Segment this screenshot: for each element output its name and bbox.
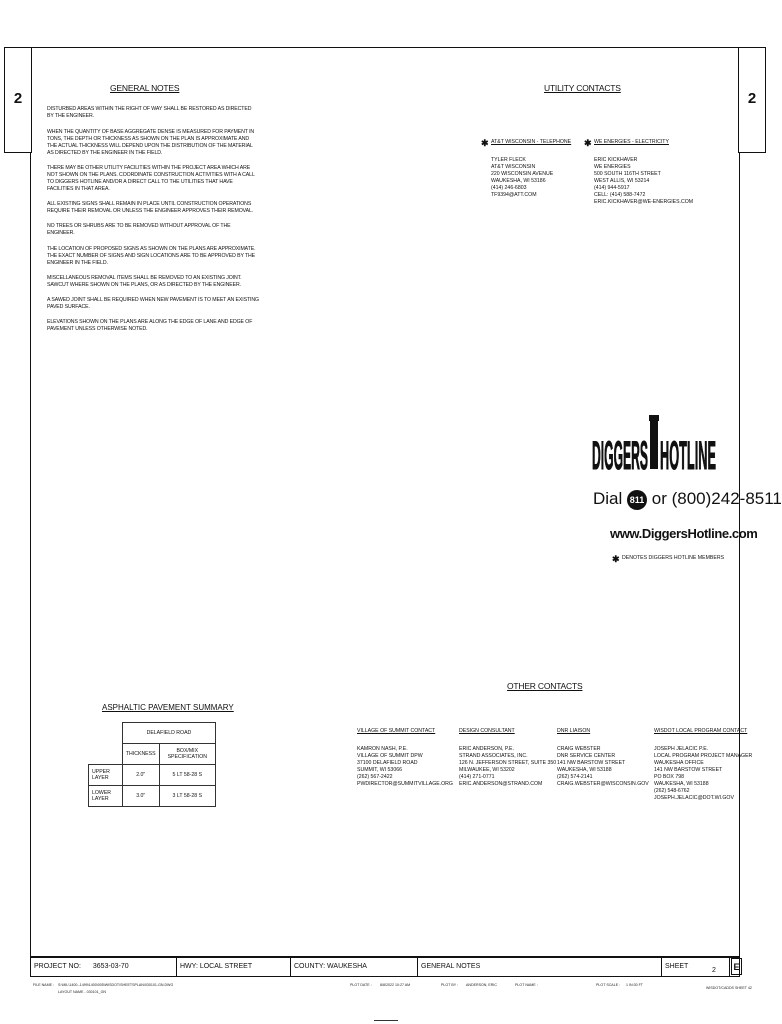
layer-cell: UPPER LAYER (89, 765, 123, 786)
general-note: A SAWED JOINT SHALL BE REQUIRED WHEN NEW PAVEMENT IS TO MEET AN EXISTING PAVED SURFACE. (47, 297, 259, 310)
mix-cell: 5 LT 58-28 S (159, 765, 215, 786)
title-block (30, 957, 740, 977)
footer-wisdot: WISDOT/CADDS SHEET 42 (706, 986, 752, 990)
footer-plot-scale-label: PLOT SCALE : (596, 983, 621, 987)
footer-file-name-label: FILE NAME : (33, 983, 54, 987)
contact-wisdot: WISDOT LOCAL PROGRAM CONTACT JOSEPH JELACIC P.E. LOCAL PROGRAM PROJECT MANAGER WAUKESHA OFFICE 141 NW BARSTOW STREET PO BOX 798 WAUKESHA, WI 53188 (262) 548-6762 JOSEPH.JELACIC@DOT.WI.GOV (654, 728, 753, 801)
county-cell: COUNTY: WAUKESHA (291, 958, 418, 976)
footer-file-name: S:\MIL\1400--1499\1400\005\WISDOT\SHEETSPLAN\030101-GN.DWG (58, 983, 174, 987)
mix-cell: 3 LT 58-28 S (159, 786, 215, 807)
footer-plot-scale: 1 IN:30 FT (626, 983, 643, 987)
general-notes-heading: GENERAL NOTES (110, 83, 180, 93)
general-note: WHEN THE QUANTITY OF BASE AGGREGATE DENSE IS MEASURED FOR PAYMENT IN TONS, THE DEPTH OR THICKNESS AS SHOWN ON THE PLAN IS APPROXIMATE AND THE ACTUAL THICKNESS WILL DEPEND UPON THE DISTRIBUTION OF THE MATERIAL AS DIRECTED BY THE ENGINEER IN THE FIELD. (47, 129, 255, 156)
contact-village: VILLAGE OF SUMMIT CONTACT KAMRON NASH, P.E. VILLAGE OF SUMMIT DPW 37100 DELAFIELD ROAD SUMMIT, WI 53066 (262) 567-2422 PWDIRECTOR@SUMMITVILLAGE.ORG (357, 728, 453, 787)
diggers-website: www.DiggersHotline.com (610, 526, 758, 541)
hwy-cell: HWY: LOCAL STREET (177, 958, 291, 976)
utility-contacts-heading: UTILITY CONTACTS (544, 83, 621, 93)
project-number-cell: PROJECT NO: 3653-03-70 (31, 958, 177, 976)
general-note: ALL EXISTING SIGNS SHALL REMAIN IN PLACE UNTIL CONSTRUCTION OPERATIONS REQUIRE THEIR REMOVAL OR UNLESS THE ENGINEER APPROVES THEIR REMOVAL. (47, 201, 254, 214)
diggers-member-star: ✱ (481, 138, 489, 148)
other-contacts-heading: OTHER CONTACTS (507, 681, 583, 691)
footer-plot-date-label: PLOT DATE : (350, 983, 372, 987)
contact-design-consultant: DESIGN CONSULTANT ERIC ANDERSON, P.E. STRAND ASSOCIATES, INC. 126 N. JEFFERSON STREET, SUITE 350 MILWAUKEE, WI 53202 (414) 271-0771 ERIC.ANDERSON@STRAND.COM (459, 728, 557, 787)
sheet-title-cell: GENERAL NOTES (418, 958, 662, 976)
pavement-summary-heading: ASPHALTIC PAVEMENT SUMMARY (102, 703, 234, 712)
general-note: MISCELLANEOUS REMOVAL ITEMS SHALL BE REMOVED TO AN EXISTING JOINT. SAWCUT WHERE SHOWN ON THE PLANS, OR AS DIRECTED BY THE ENGINEER. (47, 275, 242, 288)
general-note: DISTURBED AREAS WITHIN THE RIGHT OF WAY SHALL BE RESTORED AS DIRECTED BY THE ENGINEER. (47, 106, 252, 119)
diggers-legend: DENOTES DIGGERS HOTLINE MEMBERS (622, 555, 725, 561)
thickness-cell: 3.0" (122, 786, 159, 807)
table-row (89, 744, 216, 765)
general-note: ELEVATIONS SHOWN ON THE PLANS ARE ALONG THE EDGE OF LANE AND EDGE OF PAVEMENT UNLESS OTHERWISE NOTED. (47, 319, 253, 332)
contact-dnr-liaison: DNR LIAISON CRAIG WEBSTER DNR SERVICE CENTER 141 NW BARSTOW STREET WAUKESHA, WI 53188 (262) 574-2141 CRAIG.WEBSTER@WISCONSIN.GOV (557, 728, 649, 787)
table-row (89, 786, 216, 807)
thickness-header: THICKNESS (122, 744, 159, 765)
general-note: THERE MAY BE OTHER UTILITY FACILITIES WITHIN THE PROJECT AREA WHICH ARE NOT SHOWN ON THE PLANS. COORDINATE CONSTRUCTION ACTIVITIES WITH A CALL TO DIGGERS HOTLINE AND/OR A DIRECT CALL TO THE UTILITIES THAT HAVE FACILITIES IN THAT AREA. (47, 165, 255, 192)
layer-cell: LOWER LAYER (89, 786, 123, 807)
hotline-word: HOTLINE (660, 434, 716, 478)
pavement-summary-table (88, 722, 216, 807)
footer-layout-name: LAYOUT NAME - 030101_GN (58, 990, 107, 994)
section-letter: E (731, 958, 742, 975)
we-contact: ERIC KICKHAVER WE ENERGIES 500 SOUTH 116TH STREET WEST ALLIS, WI 53214 (414) 944-5917 CELL: (414) 588-7472 ERIC.KICKHAVER@WE-ENERGIES.COM (594, 157, 694, 205)
legend-star: ✱ (612, 554, 620, 564)
diggers-dial-line: Dial 811 or (800)242-8511 (593, 489, 782, 508)
mix-spec-header: BOX/MIX SPECIFICATION (159, 744, 215, 765)
diggers-word: DIGGERS (592, 434, 648, 478)
road-name-cell: DELAFIELD ROAD (122, 723, 215, 744)
footer-plot-by-label: PLOT BY : (441, 983, 459, 987)
thickness-cell: 2.0" (122, 765, 159, 786)
sheet-number-cell: SHEET 2 (662, 958, 730, 976)
att-title: AT&T WISCONSIN - TELEPHONE (491, 139, 572, 145)
footer-plot-by: ANDERSON, ERIC (466, 983, 497, 987)
table-row (89, 765, 216, 786)
we-title: WE ENERGIES - ELECTRICITY (594, 139, 669, 145)
sheet-tab-left: 2 (4, 47, 32, 153)
general-notes-list (47, 106, 262, 333)
att-contact: TYLER FLECK AT&T WISCONSIN 220 WISCONSIN AVENUE WAUKESHA, WI 53186 (414) 246-6803 TF9394@ATT.COM (491, 157, 554, 198)
footer-plot-date: 8/8/2022 10:27 AM (380, 983, 411, 987)
diggers-hotline-logo (592, 413, 716, 477)
footer-plot-name-label: PLOT NAME : (515, 983, 538, 987)
general-note: THE LOCATION OF PROPOSED SIGNS AS SHOWN ON THE PLANS ARE APPROXIMATE. THE EXACT NUMBER OF SIGNS AND SIGN LOCATIONS ARE TO BE APPROVED BY THE ENGINEER IN THE FIELD. (47, 246, 256, 266)
general-note: NO TREES OR SHRUBS ARE TO BE REMOVED WITHOUT APPROVAL OF THE ENGINEER. (47, 223, 231, 236)
sheet-tab-right: 2 (738, 47, 766, 153)
bottom-rule (374, 1020, 398, 1021)
table-row (89, 723, 216, 744)
diggers-member-star: ✱ (584, 138, 592, 148)
811-badge: 811 (627, 490, 647, 510)
